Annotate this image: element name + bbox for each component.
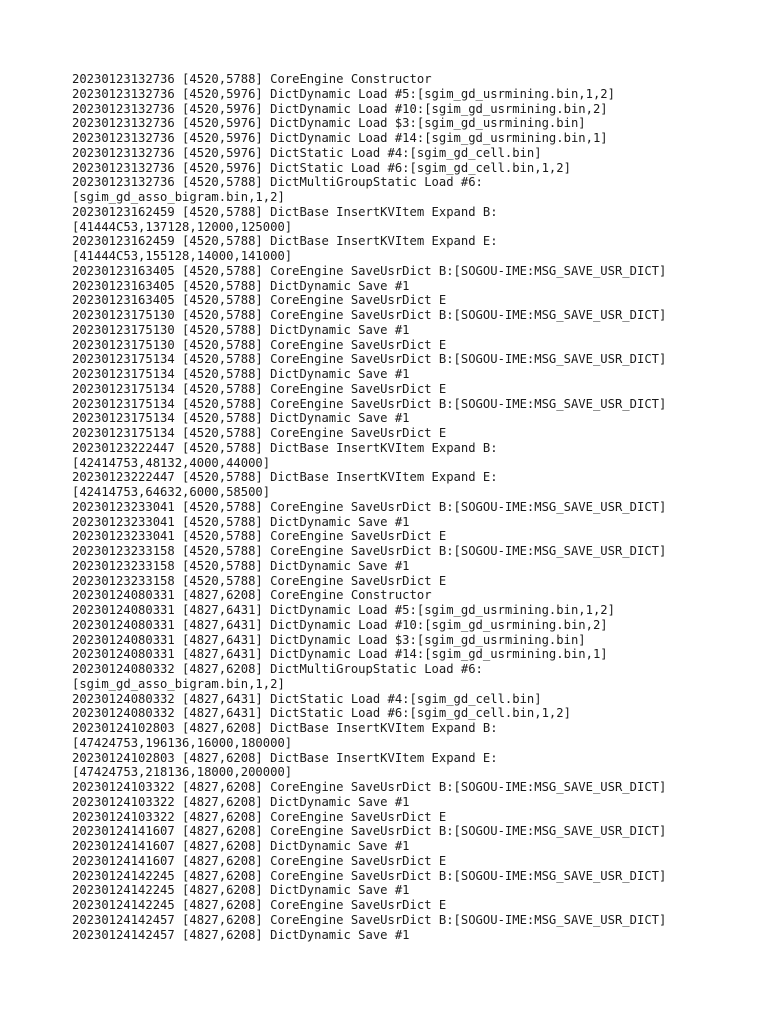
log-line: 20230124103322 [4827,6208] CoreEngine SaveUsrDict B:[SOGOU-IME:MSG_SAVE_USR_DICT] bbox=[72, 780, 667, 794]
log-line: [42414753,48132,4000,44000] bbox=[72, 455, 271, 470]
log-line: 20230123162459 [4520,5788] DictBase InsertKVItem Expand B: bbox=[72, 204, 498, 219]
log-lines bbox=[72, 72, 712, 942]
log-line: 20230123175134 [4520,5788] DictDynamic Save #1 bbox=[72, 411, 410, 426]
log-line: 20230123163405 [4520,5788] CoreEngine SaveUsrDict E bbox=[72, 293, 447, 308]
log-line: 20230123233158 [4520,5788] CoreEngine SaveUsrDict E bbox=[72, 573, 447, 588]
log-line: 20230123132736 [4520,5788] CoreEngine Constructor bbox=[72, 72, 432, 86]
log-line: 20230124080331 [4827,6431] DictDynamic Load #14:[sgim_gd_usrmining.bin,1] bbox=[72, 647, 608, 662]
log-line: 20230123233041 [4520,5788] CoreEngine SaveUsrDict B:[SOGOU-IME:MSG_SAVE_USR_DICT] bbox=[72, 499, 667, 514]
log-line: 20230123132736 [4520,5976] DictDynamic Load $3:[sgim_gd_usrmining.bin] bbox=[72, 116, 586, 131]
log-line: 20230123175130 [4520,5788] CoreEngine SaveUsrDict E bbox=[72, 337, 447, 352]
log-line: [sgim_gd_asso_bigram.bin,1,2] bbox=[72, 676, 285, 691]
log-line: 20230124141607 [4827,6208] DictDynamic Save #1 bbox=[72, 839, 410, 853]
log-line: 20230123175134 [4520,5788] CoreEngine SaveUsrDict B:[SOGOU-IME:MSG_SAVE_USR_DICT] bbox=[72, 352, 667, 367]
log-line: 20230124142457 [4827,6208] CoreEngine SaveUsrDict B:[SOGOU-IME:MSG_SAVE_USR_DICT] bbox=[72, 912, 667, 927]
log-line: 20230123163405 [4520,5788] DictDynamic Save #1 bbox=[72, 278, 410, 293]
log-line: 20230124142457 [4827,6208] DictDynamic Save #1 bbox=[72, 927, 410, 942]
log-line: 20230123163405 [4520,5788] CoreEngine SaveUsrDict B:[SOGOU-IME:MSG_SAVE_USR_DICT] bbox=[72, 263, 667, 278]
log-line: 20230124142245 [4827,6208] DictDynamic Save #1 bbox=[72, 883, 410, 898]
log-line: 20230123222447 [4520,5788] DictBase InsertKVItem Expand E: bbox=[72, 470, 498, 485]
log-line: [47424753,218136,18000,200000] bbox=[72, 765, 293, 780]
log-line: [47424753,196136,16000,180000] bbox=[72, 735, 293, 750]
log-line: 20230124080332 [4827,6431] DictStatic Load #4:[sgim_gd_cell.bin] bbox=[72, 691, 542, 706]
log-line: 20230124142245 [4827,6208] CoreEngine SaveUsrDict E bbox=[72, 898, 447, 912]
log-line: 20230124080331 [4827,6431] DictDynamic Load #10:[sgim_gd_usrmining.bin,2] bbox=[72, 617, 608, 632]
log-document bbox=[72, 72, 712, 942]
log-line: 20230124102803 [4827,6208] DictBase InsertKVItem Expand B: bbox=[72, 721, 498, 735]
log-line: 20230123175130 [4520,5788] CoreEngine SaveUsrDict B:[SOGOU-IME:MSG_SAVE_USR_DICT] bbox=[72, 308, 667, 322]
log-line: [42414753,64632,6000,58500] bbox=[72, 485, 271, 499]
log-line: 20230123175134 [4520,5788] CoreEngine SaveUsrDict E bbox=[72, 381, 447, 396]
log-line: [sgim_gd_asso_bigram.bin,1,2] bbox=[72, 190, 285, 204]
log-line: 20230124142245 [4827,6208] CoreEngine SaveUsrDict B:[SOGOU-IME:MSG_SAVE_USR_DICT] bbox=[72, 868, 667, 883]
log-line: [41444C53,137128,12000,125000] bbox=[72, 219, 293, 234]
log-line: 20230124080331 [4827,6208] CoreEngine Constructor bbox=[72, 588, 432, 603]
log-line: 20230123222447 [4520,5788] DictBase InsertKVItem Expand B: bbox=[72, 440, 498, 455]
log-line: 20230124141607 [4827,6208] CoreEngine SaveUsrDict E bbox=[72, 853, 447, 868]
log-line: 20230123233158 [4520,5788] DictDynamic Save #1 bbox=[72, 558, 410, 573]
log-line: 20230123132736 [4520,5976] DictStatic Load #6:[sgim_gd_cell.bin,1,2] bbox=[72, 160, 571, 175]
log-line: 20230123132736 [4520,5976] DictStatic Load #4:[sgim_gd_cell.bin] bbox=[72, 145, 542, 160]
log-line: 20230123175134 [4520,5788] CoreEngine SaveUsrDict E bbox=[72, 426, 447, 440]
log-line: 20230123132736 [4520,5788] DictMultiGroupStatic Load #6: bbox=[72, 175, 483, 190]
log-line: [41444C53,155128,14000,141000] bbox=[72, 249, 293, 263]
log-line: 20230124103322 [4827,6208] DictDynamic Save #1 bbox=[72, 794, 410, 809]
log-line: 20230123233041 [4520,5788] CoreEngine SaveUsrDict E bbox=[72, 529, 447, 544]
log-line: 20230123175134 [4520,5788] CoreEngine SaveUsrDict B:[SOGOU-IME:MSG_SAVE_USR_DICT] bbox=[72, 396, 667, 411]
log-line: 20230123233041 [4520,5788] DictDynamic Save #1 bbox=[72, 514, 410, 529]
log-line: 20230124080331 [4827,6431] DictDynamic Load #5:[sgim_gd_usrmining.bin,1,2] bbox=[72, 603, 615, 617]
log-line: 20230123162459 [4520,5788] DictBase InsertKVItem Expand E: bbox=[72, 234, 498, 249]
log-line: 20230123132736 [4520,5976] DictDynamic Load #10:[sgim_gd_usrmining.bin,2] bbox=[72, 101, 608, 116]
log-line: 20230123233158 [4520,5788] CoreEngine SaveUsrDict B:[SOGOU-IME:MSG_SAVE_USR_DICT] bbox=[72, 544, 667, 558]
log-line: 20230124080331 [4827,6431] DictDynamic Load $3:[sgim_gd_usrmining.bin] bbox=[72, 632, 586, 647]
log-line: 20230124080332 [4827,6431] DictStatic Load #6:[sgim_gd_cell.bin,1,2] bbox=[72, 706, 571, 721]
log-line: 20230123132736 [4520,5976] DictDynamic Load #14:[sgim_gd_usrmining.bin,1] bbox=[72, 131, 608, 145]
log-line: 20230123175130 [4520,5788] DictDynamic Save #1 bbox=[72, 322, 410, 337]
log-line: 20230124103322 [4827,6208] CoreEngine SaveUsrDict E bbox=[72, 809, 447, 824]
log-line: 20230123132736 [4520,5976] DictDynamic Load #5:[sgim_gd_usrmining.bin,1,2] bbox=[72, 86, 615, 101]
log-line: 20230124102803 [4827,6208] DictBase InsertKVItem Expand E: bbox=[72, 750, 498, 765]
log-line: 20230124080332 [4827,6208] DictMultiGroupStatic Load #6: bbox=[72, 662, 483, 676]
log-line: 20230123175134 [4520,5788] DictDynamic Save #1 bbox=[72, 367, 410, 381]
log-line: 20230124141607 [4827,6208] CoreEngine SaveUsrDict B:[SOGOU-IME:MSG_SAVE_USR_DICT] bbox=[72, 824, 667, 839]
